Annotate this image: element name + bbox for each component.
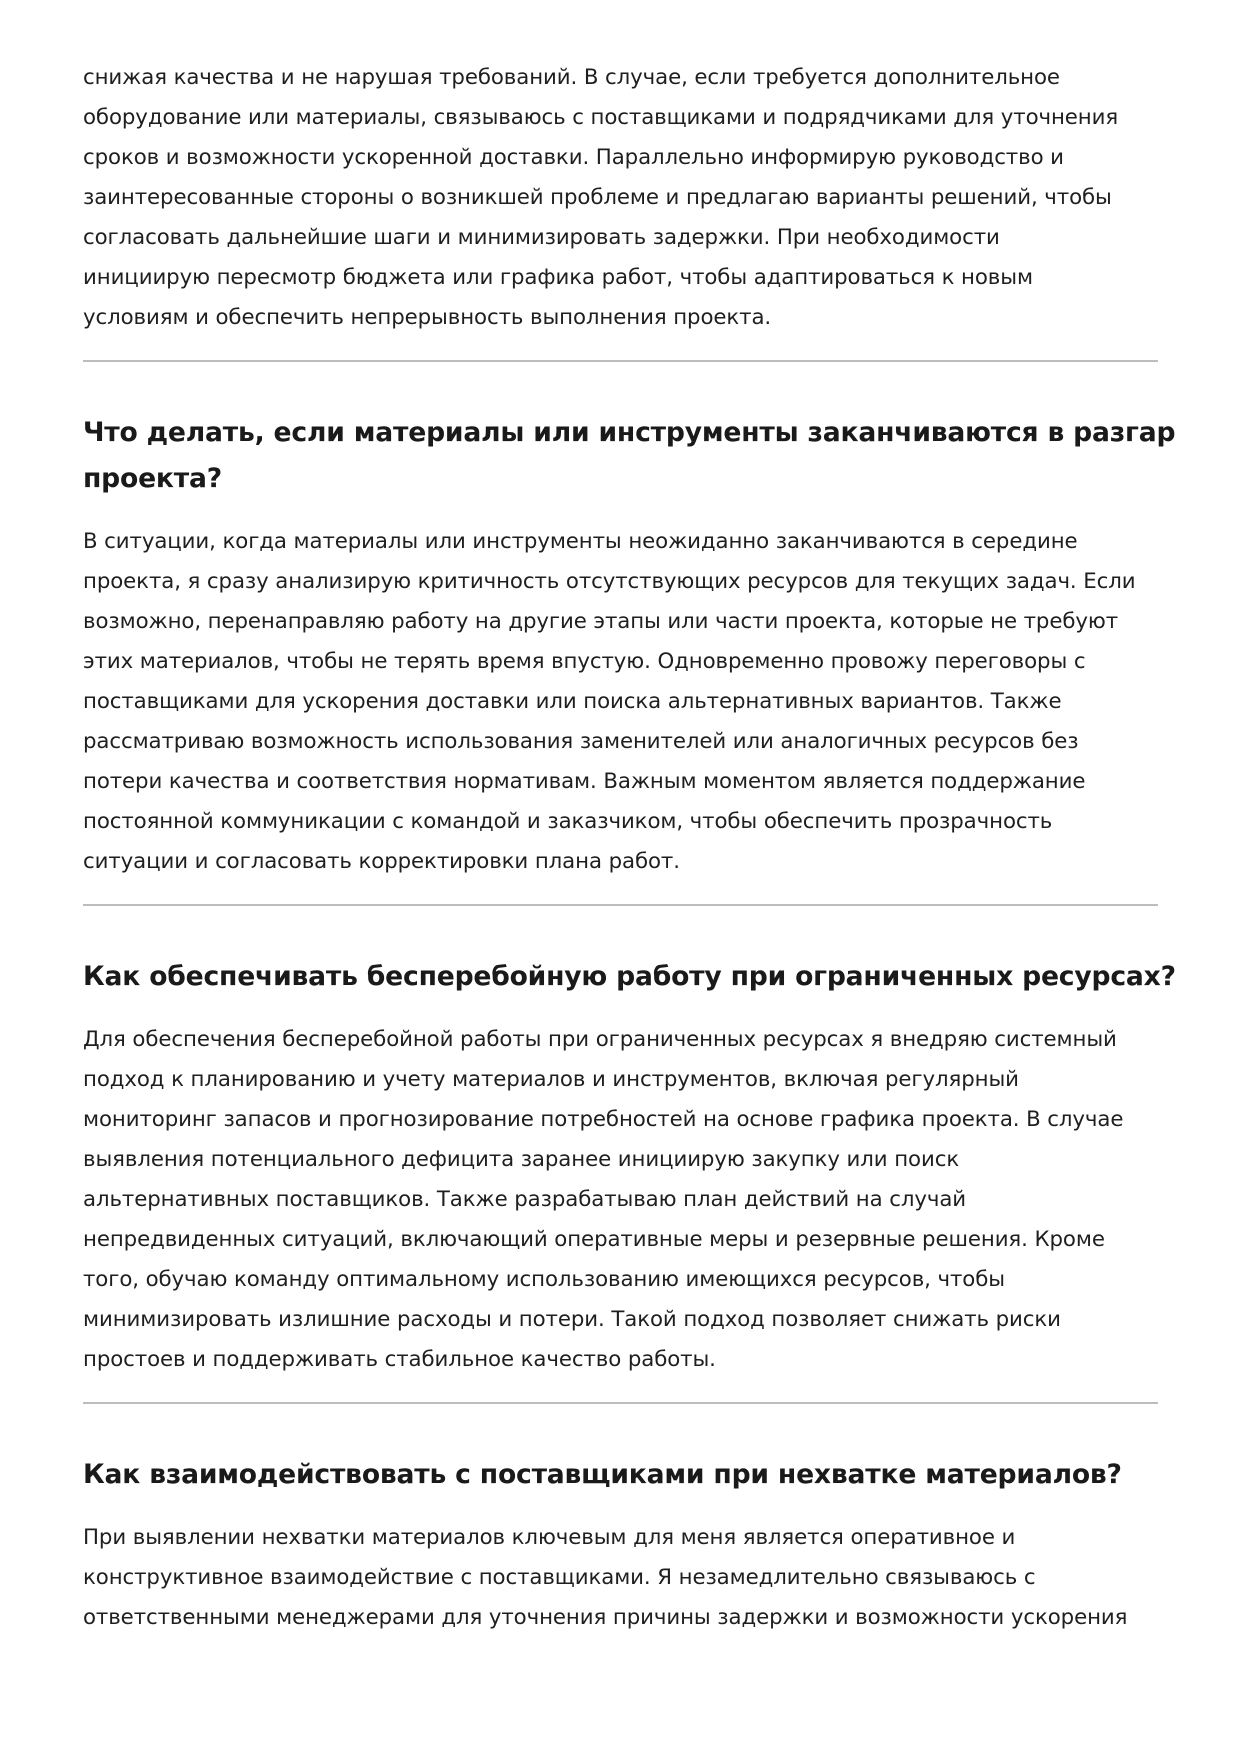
section-paragraph	[83, 1518, 1158, 1638]
text-line: потери качества и соответствия нормативам. Важным моментом является поддержание	[83, 769, 1086, 794]
text-line: подход к планированию и учету материалов и инструментов, включая регулярный	[83, 1067, 1019, 1092]
text-line: этих материалов, чтобы не терять время впустую. Одновременно провожу переговоры с	[83, 649, 1086, 674]
heading-line: Как обеспечивать бесперебойную работу при ограниченных ресурсах?	[83, 961, 1176, 992]
text-line: альтернативных поставщиков. Также разрабатываю план действий на случай	[83, 1187, 967, 1212]
text-line: непредвиденных ситуаций, включающий оперативные меры и резервные решения. Кроме	[83, 1227, 1105, 1252]
text-line: Для обеспечения бесперебойной работы при ограниченных ресурсах я внедряю системный	[83, 1027, 1117, 1052]
section-paragraph	[83, 522, 1158, 882]
text-line: оборудование или материалы, связываюсь с поставщиками и подрядчиками для уточнения	[83, 105, 1119, 130]
section-heading	[83, 1452, 1158, 1498]
text-line: ситуации и согласовать корректировки плана работ.	[83, 849, 680, 874]
heading-line: проекта?	[83, 463, 222, 494]
heading-line: Как взаимодействовать с поставщиками при нехватке материалов?	[83, 1459, 1122, 1490]
document-page	[83, 58, 1176, 1638]
text-line: снижая качества и не нарушая требований. В случае, если требуется дополнительное	[83, 65, 1060, 90]
text-line: возможно, перенаправляю работу на другие этапы или части проекта, которые не требуют	[83, 609, 1119, 634]
text-line: проекта, я сразу анализирую критичность отсутствующих ресурсов для текущих задач. Если	[83, 569, 1136, 594]
text-line: инициирую пересмотр бюджета или графика работ, чтобы адаптироваться к новым	[83, 265, 1033, 290]
text-line: того, обучаю команду оптимальному использованию имеющихся ресурсов, чтобы	[83, 1267, 1005, 1292]
section-heading	[83, 410, 1176, 502]
text-line: конструктивное взаимодействие с поставщиками. Я незамедлительно связываюсь с	[83, 1565, 1036, 1590]
faq-section-limited-resources	[83, 954, 1176, 1404]
section-divider	[83, 360, 1158, 362]
text-line: поставщиками для ускорения доставки или поиска альтернативных вариантов. Также	[83, 689, 1062, 714]
text-line: рассматриваю возможность использования заменителей или аналогичных ресурсов без	[83, 729, 1079, 754]
text-line: сроков и возможности ускоренной доставки. Параллельно информирую руководство и	[83, 145, 1064, 170]
text-line: минимизировать излишние расходы и потери. Такой подход позволяет снижать риски	[83, 1307, 1061, 1332]
text-line: ответственными менеджерами для уточнения причины задержки и возможности ускорения	[83, 1605, 1128, 1630]
text-line: заинтересованные стороны о возникшей проблеме и предлагаю варианты решений, чтобы	[83, 185, 1112, 210]
section-divider	[83, 1402, 1158, 1404]
heading-line: Что делать, если материалы или инструменты заканчиваются в разгар	[83, 417, 1176, 448]
text-line: В ситуации, когда материалы или инструменты неожиданно заканчиваются в середине	[83, 529, 1078, 554]
text-line: постоянной коммуникации с командой и заказчиком, чтобы обеспечить прозрачность	[83, 809, 1053, 834]
section-paragraph	[83, 1020, 1158, 1380]
intro-paragraph	[83, 58, 1158, 338]
section-heading	[83, 954, 1176, 1000]
text-line: мониторинг запасов и прогнозирование потребностей на основе графика проекта. В случае	[83, 1107, 1124, 1132]
faq-section-suppliers	[83, 1452, 1158, 1638]
text-line: выявления потенциального дефицита заранее инициирую закупку или поиск	[83, 1147, 960, 1172]
text-line: простоев и поддерживать стабильное качество работы.	[83, 1347, 716, 1372]
text-line: условиям и обеспечить непрерывность выполнения проекта.	[83, 305, 772, 330]
text-line: согласовать дальнейшие шаги и минимизировать задержки. При необходимости	[83, 225, 1000, 250]
faq-section-materials-run-out	[83, 410, 1176, 906]
text-line: При выявлении нехватки материалов ключевым для меня является оперативное и	[83, 1525, 1016, 1550]
section-divider	[83, 904, 1158, 906]
